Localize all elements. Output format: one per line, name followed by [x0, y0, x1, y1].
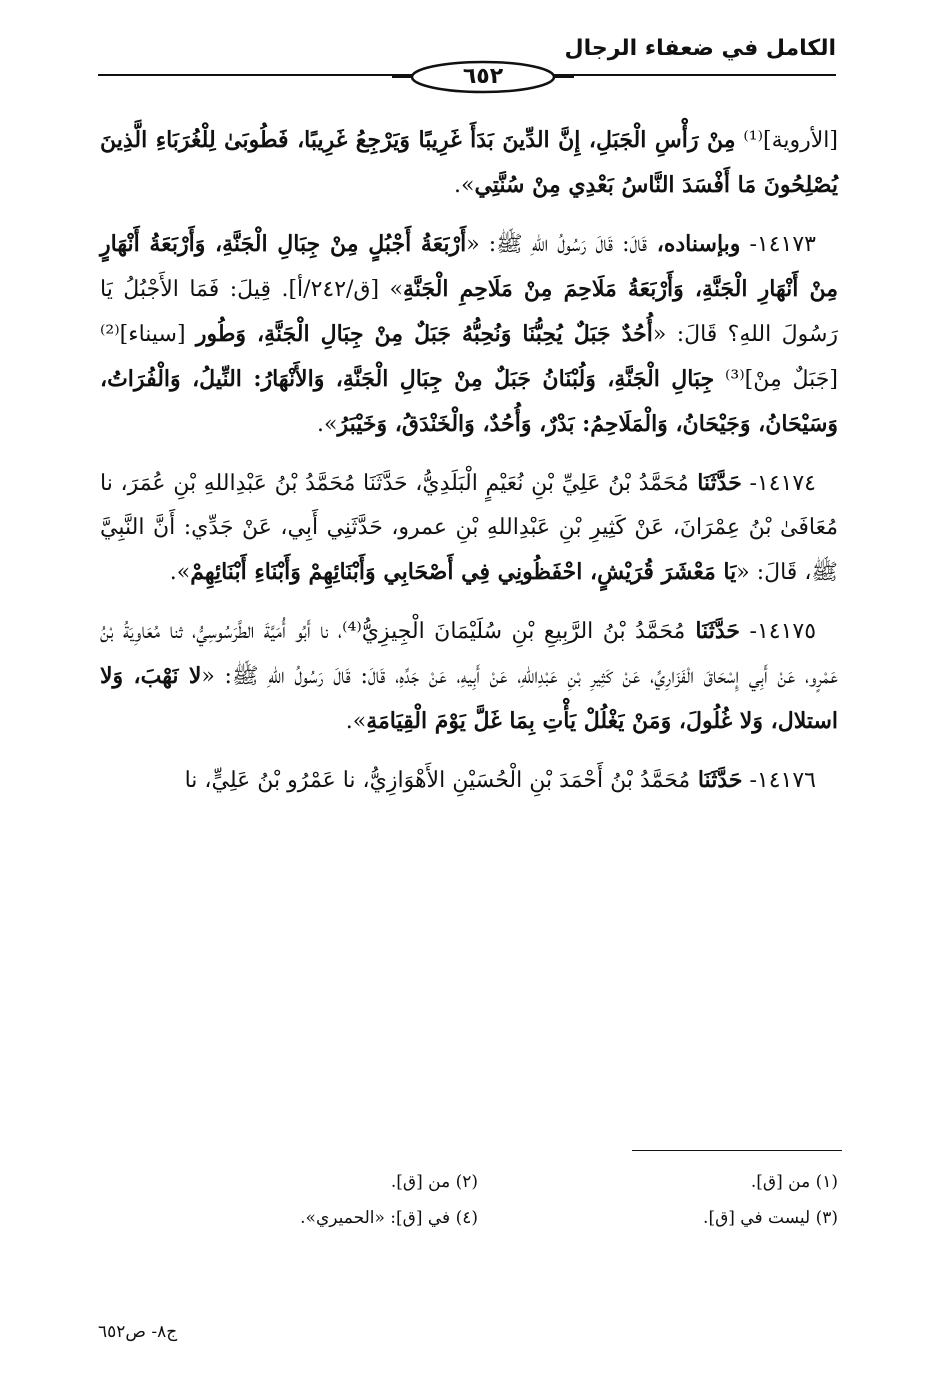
hadith-text: حَدَّثَنَا [688, 470, 742, 496]
text-run: مُحَمَّدُ بْنُ عَلِيِّ بْنِ نُعَيْمٍ الْبَلَدِيُّ، حَدَّثَنَا مُحَمَّدُ بْنُ عَبْدِاللهِ بْنِ عُمَرَ، نا مُعَافَىٰ بْنُ عِمْرَانَ، عَنْ كَثِيرِ بْنِ عَبْدِاللهِ بْنِ عمرو، حَدَّثَنِي أَبِي، عَنْ جَدِّي: أَنَّ النَّبِيَّ ﷺ، قَالَ: « [100, 471, 838, 585]
text-run: ١٤١٧٣- [740, 232, 816, 257]
footnote-row [100, 1164, 838, 1200]
footnote-rule [632, 1150, 842, 1151]
main-text [100, 118, 838, 817]
hadith-text: أَرْبَعَةُ أَجْبُلٍ مِنْ جِبَالِ الْجَنَّةِ، وَأَرْبَعَةُ أَنْهَارٍ مِنْ أَنْهَارِ الْجَنَّةِ، وَأَرْبَعَةُ مَلَاحِمَ مِنْ مَلَاحِمِ الْجَنَّةِ [100, 231, 838, 302]
footnote-4: (٤) في [ق]: «الحميري». [300, 1208, 478, 1228]
page-number-badge [392, 60, 574, 94]
text-run: مُحَمَّدُ بْنُ أَحْمَدَ بْنِ الْحُسَيْنِ الأَهْوَازِيُّ، نا عَمْرُو بْنُ عَلِيٍّ، نا [184, 768, 691, 793]
hadith-text: مِنْ رَأْسِ الْجَبَلِ، إِنَّ الدِّينَ بَدَأَ غَرِيبًا وَيَرْجِعُ غَرِيبًا، فَطُوبَىٰ لِلْغُرَبَاءِ الَّذِينَ يُصْلِحُونَ مَا أَفْسَدَ النَّاسُ بَعْدِي مِنْ سُنَّتِي [100, 127, 838, 198]
volume-page-reference: ج٨- ص٦٥٢ [98, 1322, 178, 1342]
hadith-text: يَا مَعْشَرَ قُرَيْشٍ، احْفَظُونِي فِي أَصْحَابِي وَأَبْنَائِهِمْ وَأَبْنَاءِ أَبْنَائِهِمْ [190, 559, 737, 585]
hadith-text: حَدَّثَنَا [685, 618, 741, 644]
text-run: قَالَ: قَالَ رَسُولُ اللهِ ﷺ: « [466, 232, 648, 257]
text-run: ١٤١٧٤- [741, 471, 816, 496]
footnote-1: (١) من [ق]. [750, 1172, 838, 1192]
footnote-row [100, 1200, 838, 1236]
text-run: [الأروية]⁽¹⁾ [735, 128, 838, 153]
paragraph [100, 118, 838, 208]
paragraph [100, 609, 838, 744]
hadith-text: أُحُدٌ جَبَلٌ يُحِبُّنَا وَنُحِبُّهُ جَبَلٌ مِنْ جِبَالِ الْجَنَّةِ، وَطُور [195, 321, 653, 347]
running-header-title: الكامل في ضعفاء الرجال [564, 36, 836, 61]
text-run: ». [169, 560, 191, 585]
text-run: [سيناء]⁽²⁾ [جَبَلٌ مِنْ]⁽³⁾ [100, 322, 838, 392]
footnote-3: (٣) ليست في [ق]. [703, 1208, 838, 1228]
text-run: ١٤١٧٦- [742, 768, 816, 793]
text-run: ». [317, 412, 338, 437]
hadith-text: وبإسناده، [647, 231, 741, 257]
footnotes [100, 1164, 838, 1236]
text-run: » [ق/٢٤٢/أ]. قِيلَ: فَمَا الأَجْبُلُ يَا رَسُولَ اللهِ؟ قَالَ: « [100, 277, 838, 347]
hadith-text: حَدَّثَنَا [690, 767, 743, 793]
footnote-2: (٢) من [ق]. [390, 1172, 478, 1192]
page-number: ٦٥٢ [462, 64, 504, 89]
hadith-text: لا نَهْبَ، وَلا استلال، وَلا غُلُولَ، وَمَنْ يَغْلُلْ يَأْتِ بِمَا غَلَّ يَوْمَ الْقِيَامَةِ [100, 663, 838, 734]
text-run: مُحَمَّدُ بْنُ الرَّبِيعِ بْنِ سُلَيْمَانَ الْجِيزِيُّ⁽⁴⁾، نا أَبُو أُمَيَّةَ الطَّرَسُوسِيُّ، ثنا مُعَاوِيَةُ بْنُ عَمْرٍو، عَنْ أَبِي إِسْحَاقَ الْفَزَارِيِّ، عَنْ كَثِيرِ بْنِ عَبْدِاللهِ، عَنْ أَبِيهِ، عَنْ جَدِّهِ، قَالَ: قَالَ رَسُولُ اللهِ ﷺ: « [100, 619, 838, 689]
hadith-text: جِبَالِ الْجَنَّةِ، وَلُبْنَانُ جَبَلٌ مِنْ جِبَالِ الْجَنَّةِ، وَالأَنْهَارُ: النِّيلُ، وَالْفُرَاتُ، وَسَيْحَانُ، وَجَيْحَانُ، وَالْمَلَاحِمُ: بَدْرٌ، وَأُحُدٌ، وَالْخَنْدَقُ، وَخَيْبَرُ [100, 366, 838, 437]
text-run: ». [345, 709, 367, 734]
text-run: ١٤١٧٥- [740, 619, 817, 644]
paragraph [100, 461, 838, 595]
text-run: ». [453, 173, 475, 198]
paragraph [100, 758, 838, 803]
paragraph [100, 222, 838, 447]
